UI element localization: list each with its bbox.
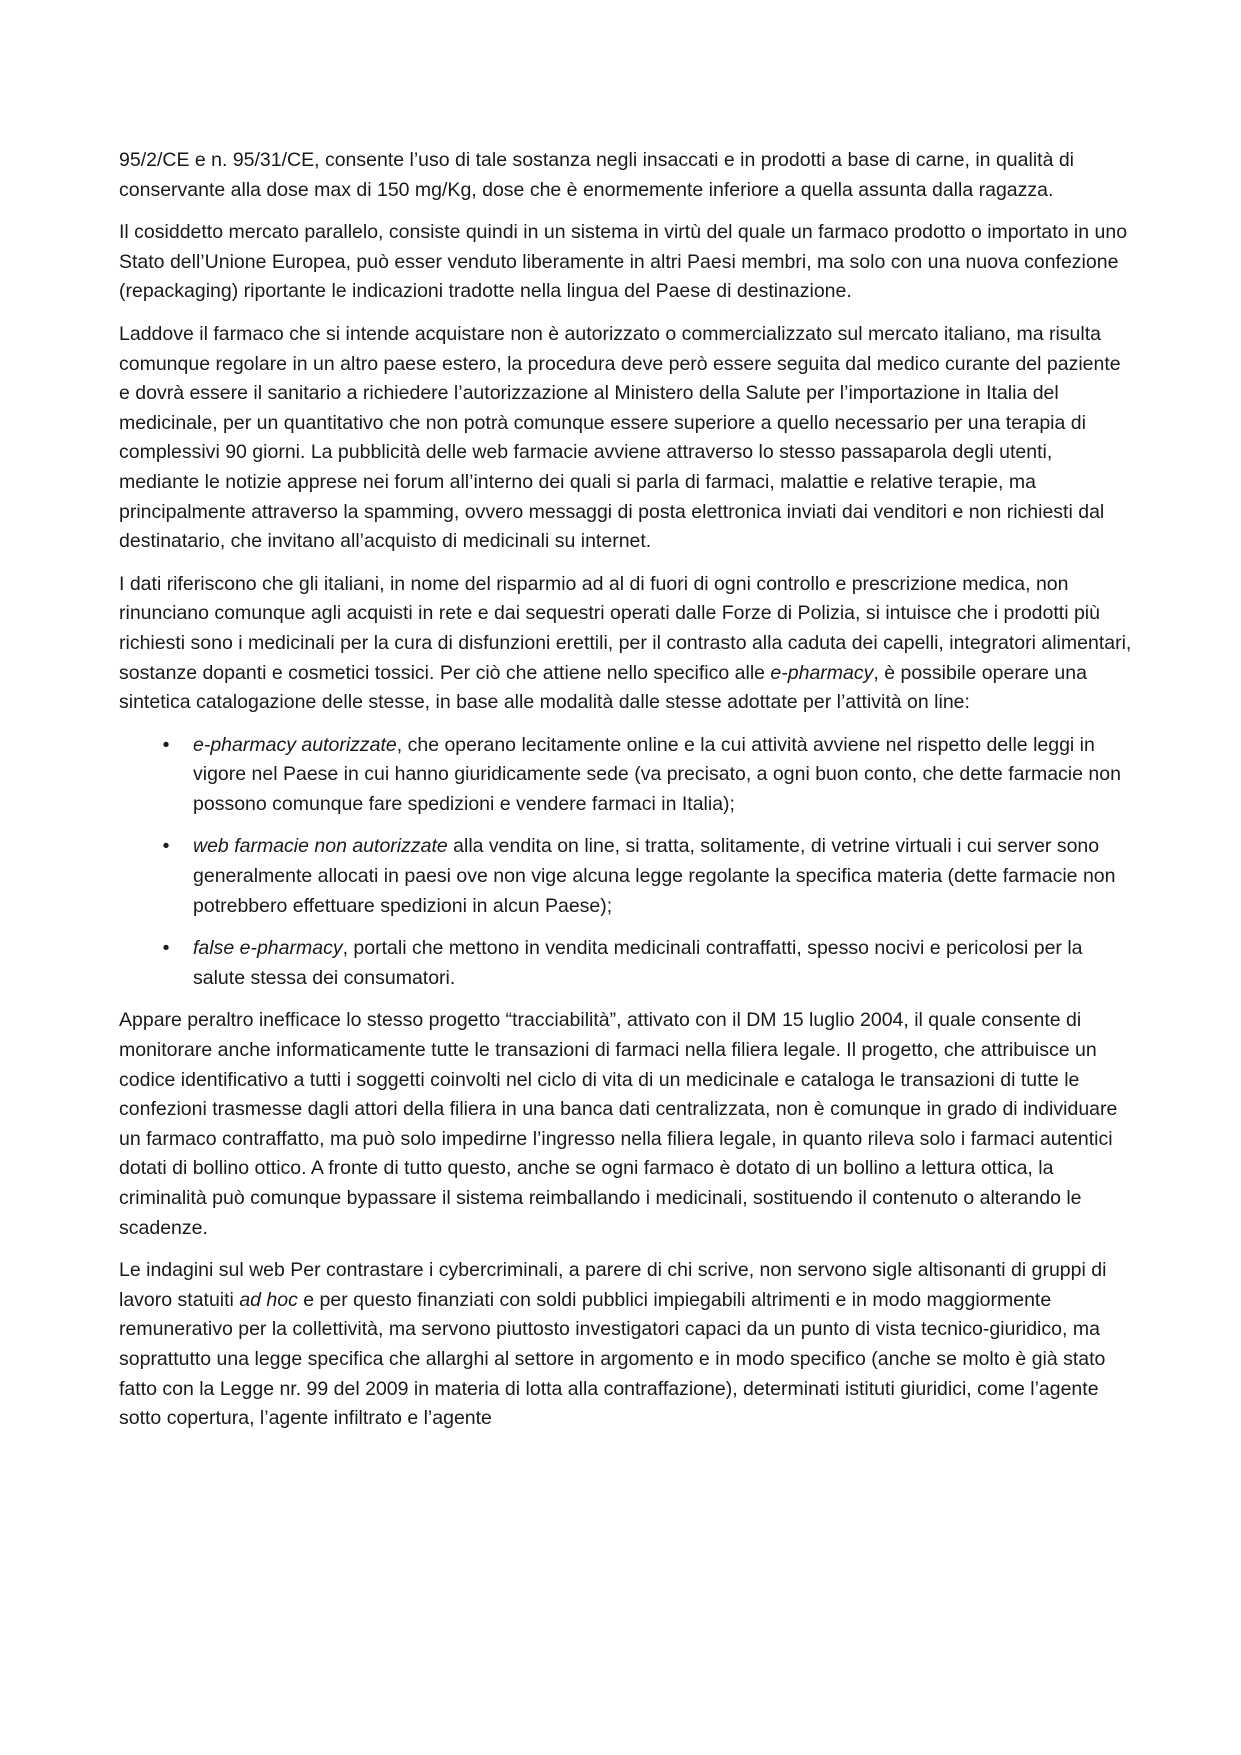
bullet-icon: •: [162, 733, 170, 756]
emphasis-term: e-pharmacy autorizzate: [193, 733, 397, 756]
emphasis-term: e-pharmacy: [770, 661, 874, 684]
paragraph-parallel-market: Il cosiddetto mercato parallelo, consiste quindi in un sistema in virtù del quale un farmaco prodotto o importato in uno Stato dell’Unione Europea, può esser venduto liberamente in altri Paesi membri, ma solo con una nuova confezione (repackaging) riportante le indicazioni tradotte nella lingua del Paese di destinazione.: [119, 221, 1128, 303]
paragraph-text: e per questo finanziati con soldi pubblici impiegabili altrimenti e in modo maggiormente remunerativo per la collettività, ma servono piuttosto investigatori capaci da un punto di vista tecnico-giuridico, ma soprattutto una legge specifica che allarghi al settore in argomento e in modo specifico (anche se molto è già stato fatto con la Legge nr. 99 del 2009 in materia di lotta alla contraffazione), determinati istituti giuridici, come l’agente sotto copertura, l’agente infiltrato e l’agente: [119, 1288, 1106, 1430]
list-item: [162, 934, 1133, 993]
emphasis-term: ad hoc: [239, 1288, 298, 1311]
bullet-icon: •: [162, 937, 170, 960]
paragraph-text: , è possibile operare una sintetica catalogazione delle stesse, in base alle modalità dalle stesse adottate per l’attività on line:: [119, 661, 1087, 714]
paragraph-text: Le indagini sul web Per contrastare i cybercriminali, a parere di chi scrive, non servono sigle altisonanti di gruppi di lavoro statuiti: [119, 1259, 1107, 1311]
paragraph-web-investigations: [119, 1256, 1133, 1434]
paragraph-import-procedure: Laddove il farmaco che si intende acquistare non è autorizzato o commercializzato sul mercato italiano, ma risulta comunque regolare in un altro paese estero, la procedura deve però essere seguita dal medico curante del paziente e dovrà essere il sanitario a richiedere l’autorizzazione al Ministero della Salute per l’importazione in Italia del medicinale, per un quantitativo che non potrà comunque essere superiore a quello necessario per una terapia di complessivi 90 giorni. La pubblicità delle web farmacie avviene attraverso lo stesso passaparola degli utenti, mediante le notizie apprese nei forum all’interno dei quali si parla di farmaci, malattie e relative terapie, ma principalmente attraverso la spamming, ovvero messaggi di posta elettronica inviati dai venditori e non richiesti dal destinatario, che invitano all’acquisto di medicinali su internet.: [119, 322, 1121, 553]
bullet-icon: •: [162, 835, 170, 858]
list-item: [162, 731, 1133, 820]
e-pharmacy-list: [119, 731, 1133, 994]
paragraph-traceability: Appare peraltro inefficace lo stesso progetto “tracciabilità”, attivato con il DM 15 luglio 2004, il quale consente di monitorare anche informaticamente tutte le transazioni di farmaci nella filiera legale. Il progetto, che attribuisce un codice identificativo a tutti i soggetti coinvolti nel ciclo di vita di un medicinale e cataloga le transazioni di tutte le confezioni trasmesse dagli attori della filiera in una banca dati centralizzata, non è comunque in grado di individuare un farmaco contraffatto, ma può solo impedirne l’ingresso nella filiera legale, in quanto rileva solo i farmaci autentici dotati di bollino ottico. A fronte di tutto questo, anche se ogni farmaco è dotato di un bollino a lettura ottica, la criminalità può comunque bypassare il sistema reimballando i medicinali, sostituendo il contenuto o alterando le scadenze.: [119, 1009, 1118, 1239]
list-item-text: , che operano lecitamente online e la cui attività avviene nel rispetto delle leggi in vigore nel Paese in cui hanno giuridicamente sede (va precisato, a ogni buon conto, che dette farmacie non possono comunque fare spedizioni e vendere farmaci in Italia);: [193, 733, 1121, 815]
paragraph-directive-reference: 95/2/CE e n. 95/31/CE, consente l’uso di tale sostanza negli insaccati e in prodotti a base di carne, in qualità di conservante alla dose max di 150 mg/Kg, dose che è enormemente inferiore a quella assunta dalla ragazza.: [119, 149, 1075, 201]
list-item: [162, 832, 1133, 921]
paragraph-italian-data: [119, 570, 1133, 718]
list-item-text: , portali che mettono in vendita medicinali contraffatti, spesso nocivi e pericolosi per la salute stessa dei consumatori.: [193, 937, 1083, 989]
emphasis-term: web farmacie non autorizzate: [193, 835, 448, 858]
emphasis-term: false e-pharmacy: [193, 937, 343, 960]
list-item-text: alla vendita on line, si tratta, solitamente, di vetrine virtuali i cui server sono generalmente allocati in paesi ove non vige alcuna legge regolante la specifica materia (dette farmacie non potrebbero effettuare spedizioni in alcun Paese);: [193, 835, 1116, 917]
paragraph-text: I dati riferiscono che gli italiani, in nome del risparmio ad al di fuori di ogni controllo e prescrizione medica, non rinunciano comunque agli acquisti in rete e dai sequestri operati dalle Forze di Polizia, si intuisce che i prodotti più richiesti sono i medicinali per la cura di disfunzioni erettili, per il contrasto alla caduta dei capelli, integratori alimentari, sostanze dopanti e cosmetici tossici. Per ciò che attiene nello specifico alle: [119, 572, 1132, 684]
